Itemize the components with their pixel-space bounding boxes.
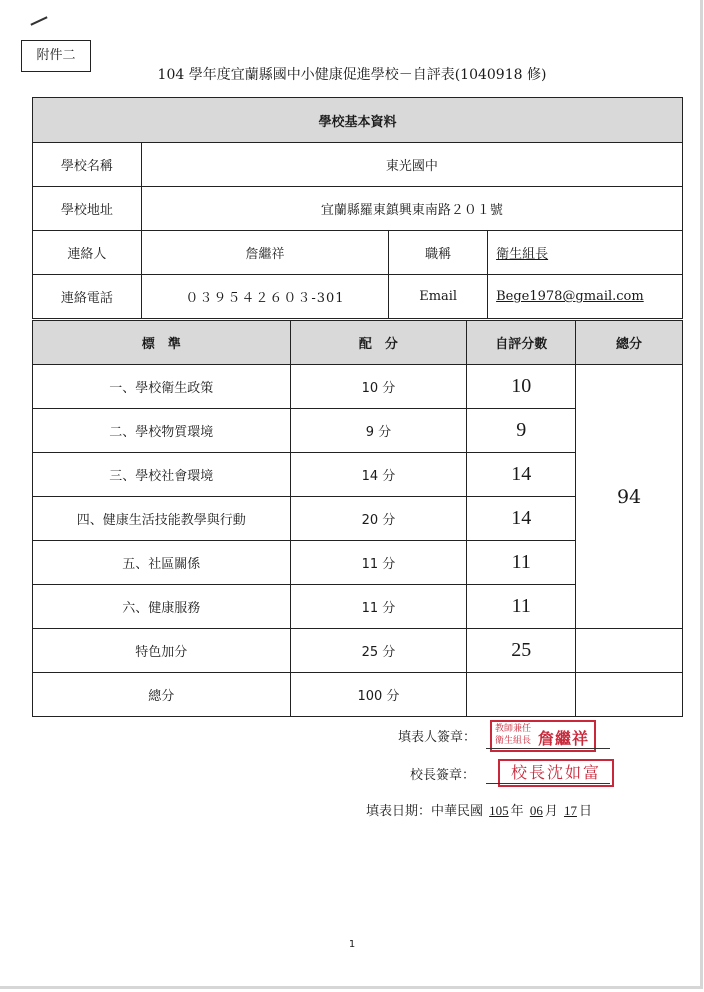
filler-signature-label: 填表人簽章： [398, 730, 477, 745]
filler-stamp-name: 詹繼祥 [538, 729, 590, 748]
basic-info-table [32, 97, 683, 319]
date-month-unit: 月 [544, 804, 558, 819]
self-score-5: 11 [467, 541, 576, 585]
header-allocation: 配 分 [290, 321, 467, 365]
header-criterion: 標 準 [33, 321, 291, 365]
allocation-5: 11 分 [290, 541, 467, 585]
date-year-unit: 年 [510, 804, 524, 819]
address-label: 學校地址 [33, 187, 142, 231]
self-score-3: 14 [467, 453, 576, 497]
sum-self-score [467, 673, 576, 717]
sum-allocation: 100 分 [290, 673, 467, 717]
self-score-4: 14 [467, 497, 576, 541]
page-number: 1 [348, 939, 356, 950]
allocation-2: 9 分 [290, 409, 467, 453]
allocation-1: 10 分 [290, 365, 467, 409]
job-title-label: 職稱 [389, 231, 488, 275]
table-row [33, 365, 683, 409]
table-row [33, 673, 683, 717]
email-label: Email [389, 275, 488, 319]
filler-stamp-title: 教師兼任衛生組長 [495, 724, 532, 746]
date-day-unit: 日 [578, 804, 592, 819]
self-score-2: 9 [467, 409, 576, 453]
criterion-2: 二、學校物質環境 [33, 409, 291, 453]
sum-label: 總分 [33, 673, 291, 717]
school-name-label: 學校名稱 [33, 143, 142, 187]
email-value: Bege1978@gmail.com [496, 289, 644, 304]
criterion-4: 四、健康生活技能教學與行動 [33, 497, 291, 541]
date-day: 17 [563, 803, 577, 818]
allocation-bonus: 25 分 [290, 629, 467, 673]
total-score: 94 [576, 365, 683, 629]
allocation-3: 14 分 [290, 453, 467, 497]
criterion-3: 三、學校社會環境 [33, 453, 291, 497]
header-total: 總分 [576, 321, 683, 365]
address-value: 宜蘭縣羅東鎮興東南路２０１號 [141, 187, 682, 231]
criterion-1: 一、學校衛生政策 [33, 365, 291, 409]
contact-label: 連絡人 [33, 231, 142, 275]
phone-label: 連絡電話 [33, 275, 142, 319]
date-year: 105 [489, 803, 509, 818]
self-score-6: 11 [467, 585, 576, 629]
sum-total [576, 673, 683, 717]
self-score-bonus: 25 [467, 629, 576, 673]
header-self-score: 自評分數 [467, 321, 576, 365]
score-table [32, 320, 683, 717]
allocation-6: 11 分 [290, 585, 467, 629]
principal-signature-label: 校長簽章： [410, 768, 476, 783]
principal-stamp: 校長沈如富 [498, 759, 614, 787]
filler-signature-line [486, 748, 610, 749]
phone-value: ０３９５４２６０３-301 [141, 275, 388, 319]
total-empty-bonus [576, 629, 683, 673]
date-label: 填表日期：中華民國 [366, 804, 484, 819]
self-score-1: 10 [467, 365, 576, 409]
table-row [33, 629, 683, 673]
school-name-value: 東光國中 [141, 143, 682, 187]
document-title: 104 學年度宜蘭縣國中小健康促進學校－自評表(1040918 修) [157, 67, 547, 83]
allocation-4: 20 分 [290, 497, 467, 541]
principal-signature-line [486, 783, 610, 784]
criterion-5: 五、社區關係 [33, 541, 291, 585]
basic-info-header: 學校基本資料 [33, 98, 683, 143]
criterion-bonus: 特色加分 [33, 629, 291, 673]
contact-value: 詹繼祥 [141, 231, 388, 275]
fill-date [366, 800, 592, 819]
criterion-6: 六、健康服務 [33, 585, 291, 629]
attachment-label: 附件二 [21, 40, 91, 72]
job-title-value: 衛生組長 [496, 247, 549, 262]
date-month: 06 [529, 803, 543, 818]
